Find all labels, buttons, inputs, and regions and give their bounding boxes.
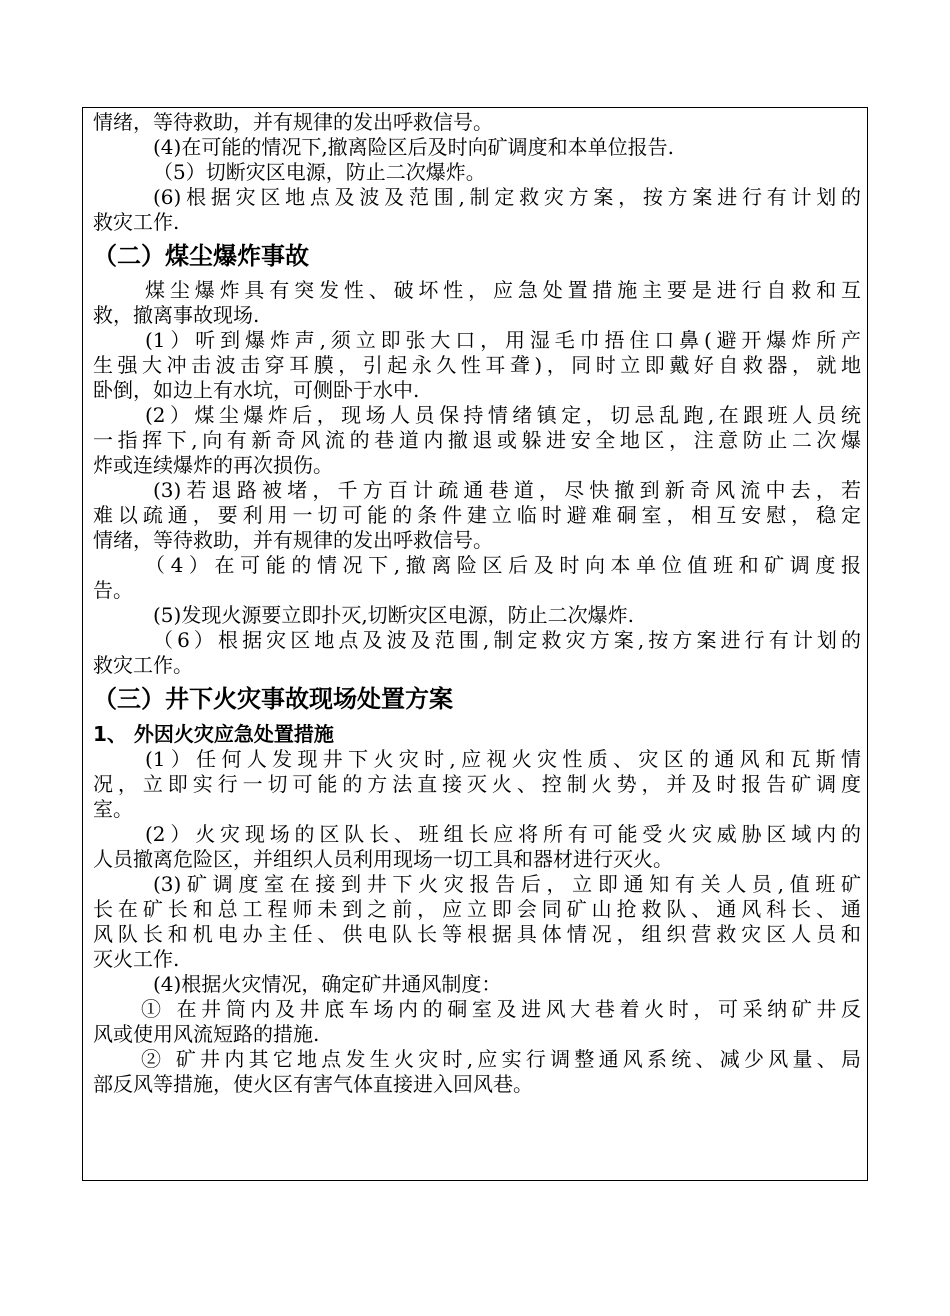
paragraph-line: 炸或连续爆炸的再次损伤。 bbox=[93, 453, 333, 477]
paragraph-line: 一指挥下,向有新奇风流的巷道内撤退或躲进安全地区，注意防止二次爆 bbox=[93, 428, 861, 452]
paragraph-line: (2）火灾现场的区队长、班组长应将所有可能受火灾威胁区域内的 bbox=[145, 822, 861, 846]
paragraph-line: 风或使用风流短路的措施. bbox=[93, 1022, 320, 1046]
paragraph-line: (6)根据灾区地点及波及范围,制定救灾方案，按方案进行有计划的 bbox=[153, 185, 861, 209]
paragraph-line: 况，立即实行一切可能的方法直接灭火、控制火势，并及时报告矿调度 bbox=[93, 772, 861, 796]
paragraph-line: 救灾工作. bbox=[93, 210, 180, 234]
paragraph-line: 难以疏通，要利用一切可能的条件建立临时避难硐室，相互安慰，稳定 bbox=[93, 503, 861, 527]
paragraph-line: (3)矿调度室在接到井下火灾报告后，立即通知有关人员,值班矿 bbox=[153, 872, 861, 896]
paragraph-line: 部反风等措施，使火区有害气体直接进入回风巷。 bbox=[93, 1072, 533, 1096]
paragraph-line: 告。 bbox=[93, 578, 133, 602]
paragraph-line: 情绪，等待救助，并有规律的发出呼救信号。 bbox=[93, 528, 493, 552]
paragraph-line: 人员撤离危险区，并组织人员利用现场一切工具和器材进行灭火。 bbox=[93, 847, 673, 871]
document-body bbox=[93, 110, 861, 1097]
paragraph-line: (2）煤尘爆炸后，现场人员保持情绪镇定，切忌乱跑,在跟班人员统 bbox=[145, 403, 861, 427]
paragraph-line: (4)根据火灾情况，确定矿井通风制度： bbox=[153, 972, 502, 996]
paragraph-line: 风队长和机电办主任、供电队长等根据具体情况，组织营救灾区人员和 bbox=[93, 922, 861, 946]
paragraph-line: ① 在井筒内及井底车场内的硐室及进风大巷着火时，可采纳矿井反 bbox=[141, 997, 861, 1021]
paragraph-line: 情绪，等待救助，并有规律的发出呼救信号。 bbox=[93, 110, 493, 134]
paragraph-line: （5）切断灾区电源，防止二次爆炸。 bbox=[153, 160, 486, 184]
paragraph-line: 救，撤离事故现场. bbox=[93, 303, 260, 327]
paragraph-line: 室。 bbox=[93, 797, 133, 821]
paragraph-line: 长在矿长和总工程师未到之前，应立即会同矿山抢救队、通风科长、通 bbox=[93, 897, 861, 921]
subsection-heading: 1、 外因火灾应急处置措施 bbox=[93, 722, 334, 746]
paragraph-line: (1）听到爆炸声,须立即张大口，用湿毛巾捂住口鼻(避开爆炸所产 bbox=[145, 328, 861, 352]
paragraph-line: 灭火工作. bbox=[93, 947, 180, 971]
paragraph-line: 煤尘爆炸具有突发性、破坏性，应急处置措施主要是进行自救和互 bbox=[145, 278, 861, 302]
section-heading: （二）煤尘爆炸事故 bbox=[93, 242, 309, 270]
paragraph-line: (3)若退路被堵，千方百计疏通巷道，尽快撤到新奇风流中去，若 bbox=[153, 478, 861, 502]
paragraph-line: (4)在可能的情况下,撤离险区后及时向矿调度和本单位报告. bbox=[153, 135, 675, 159]
paragraph-line: 生强大冲击波击穿耳膜，引起永久性耳聋)，同时立即戴好自救器，就地 bbox=[93, 353, 861, 377]
paragraph-line: (1）任何人发现井下火灾时,应视火灾性质、灾区的通风和瓦斯情 bbox=[145, 747, 861, 771]
paragraph-line: （6）根据灾区地点及波及范围,制定救灾方案,按方案进行有计划的 bbox=[153, 628, 861, 652]
paragraph-line: (5)发现火源要立即扑灭,切断灾区电源，防止二次爆炸. bbox=[153, 603, 635, 627]
section-heading: （三）井下火灾事故现场处置方案 bbox=[93, 685, 453, 713]
paragraph-line: ② 矿井内其它地点发生火灾时,应实行调整通风系统、减少风量、局 bbox=[141, 1047, 861, 1071]
paragraph-line: 卧倒，如边上有水坑，可侧卧于水中. bbox=[93, 378, 420, 402]
paragraph-line: （4）在可能的情况下,撤离险区后及时向本单位值班和矿调度报 bbox=[145, 553, 861, 577]
paragraph-line: 救灾工作。 bbox=[93, 653, 193, 677]
